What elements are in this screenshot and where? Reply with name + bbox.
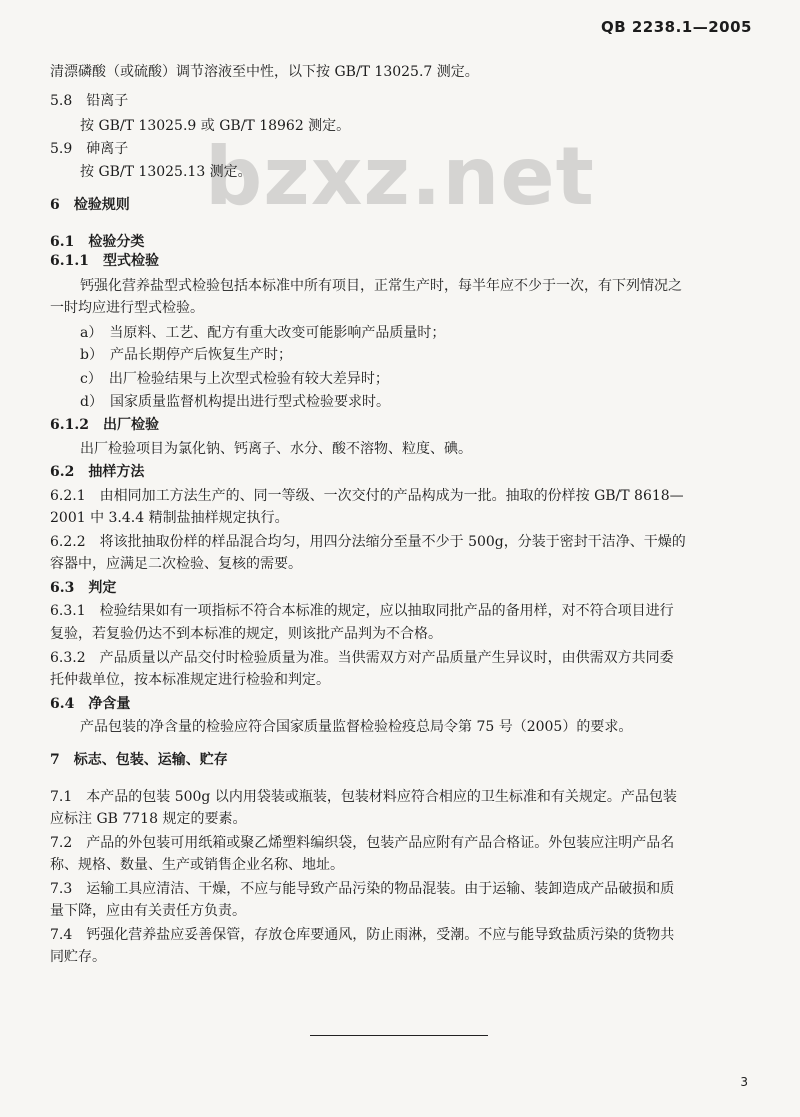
chapter-heading: 7 标志、包装、运输、贮存 <box>50 752 228 768</box>
text-line: 清漂磷酸（或硫酸）调节溶液至中性，以下按 GB/T 13025.7 测定。 <box>50 64 479 80</box>
text-line: 按 GB/T 13025.9 或 GB/T 18962 测定。 <box>80 118 351 134</box>
text-line: 应标注 GB 7718 规定的要素。 <box>50 811 247 827</box>
text-line: 出厂检验项目为氯化钠、钙离子、水分、酸不溶物、粒度、碘。 <box>80 441 472 457</box>
section-heading: 6.1.1 型式检验 <box>50 253 159 269</box>
text-line: 7.3 运输工具应清洁、干燥，不应与能导致产品污染的物品混装。由于运输、装卸造成产品破损和质 <box>50 881 675 897</box>
text-line: 6.3.1 检验结果如有一项指标不符合本标准的规定，应以抽取同批产品的备用样，对不符合项目进行 <box>50 603 674 619</box>
list-item: d） 国家质量监督机构提出进行型式检验要求时。 <box>80 394 390 410</box>
chapter-heading: 6 检验规则 <box>50 197 130 213</box>
text-line: 按 GB/T 13025.13 测定。 <box>80 164 252 180</box>
text-line: 6.2.2 将该批抽取份样的样品混合均匀，用四分法缩分至量不少于 500g，分装于密封干洁净、干燥的 <box>50 534 686 550</box>
list-item: b） 产品长期停产后恢复生产时； <box>80 347 292 363</box>
text-line: 复验，若复验仍达不到本标准的规定，则该批产品判为不合格。 <box>50 626 442 642</box>
list-item: a） 当原料、工艺、配方有重大改变可能影响产品质量时； <box>80 325 446 341</box>
section-heading: 6.2 抽样方法 <box>50 464 145 480</box>
text-line: 6.3.2 产品质量以产品交付时检验质量为准。当供需双方对产品质量产生异议时，由供需双方共同委 <box>50 650 674 666</box>
text-line: 称、规格、数量、生产或销售企业名称、地址。 <box>50 857 344 873</box>
page-number: 3 <box>740 1075 748 1089</box>
footer-rule <box>310 1035 488 1036</box>
text-line: 2001 中 3.4.4 精制盐抽样规定执行。 <box>50 510 289 526</box>
text-line: 7.2 产品的外包装可用纸箱或聚乙烯塑料编织袋，包装产品应附有产品合格证。外包装应注明产品名 <box>50 835 675 851</box>
text-line: 7.4 钙强化营养盐应妥善保管，存放仓库要通风，防止雨淋，受潮。不应与能导致盐质污染的货物共 <box>50 927 675 943</box>
text-line: 钙强化营养盐型式检验包括本标准中所有项目，正常生产时，每半年应不少于一次，有下列情况之 <box>80 278 682 294</box>
section-heading: 6.4 净含量 <box>50 696 131 712</box>
text-line: 一时均应进行型式检验。 <box>50 300 204 316</box>
text-line: 托仲裁单位，按本标准规定进行检验和判定。 <box>50 672 330 688</box>
text-line: 7.1 本产品的包装 500g 以内用袋装或瓶装，包装材料应符合相应的卫生标准和有关规定。产品包装 <box>50 789 677 805</box>
watermark: bzxz.net <box>205 130 595 223</box>
text-line: 6.2.1 由相同加工方法生产的、同一等级、一次交付的产品构成为一批。抽取的份样按 GB/T 8618— <box>50 488 684 504</box>
section-heading: 6.3 判定 <box>50 580 117 596</box>
text-line: 产品包装的净含量的检验应符合国家质量监督检验检疫总局令第 75 号（2005）的要求。 <box>80 719 633 735</box>
list-item: c） 出厂检验结果与上次型式检验有较大差异时； <box>80 371 389 387</box>
section-heading: 5.8 铅离子 <box>50 93 129 109</box>
section-heading: 6.1.2 出厂检验 <box>50 417 159 433</box>
text-line: 同贮存。 <box>50 949 106 965</box>
text-line: 容器中，应满足二次检验、复核的需要。 <box>50 556 302 572</box>
section-heading: 6.1 检验分类 <box>50 234 145 250</box>
text-line: 量下降，应由有关责任方负责。 <box>50 903 246 919</box>
standard-number: QB 2238.1—2005 <box>600 18 752 36</box>
section-heading: 5.9 砷离子 <box>50 141 129 157</box>
